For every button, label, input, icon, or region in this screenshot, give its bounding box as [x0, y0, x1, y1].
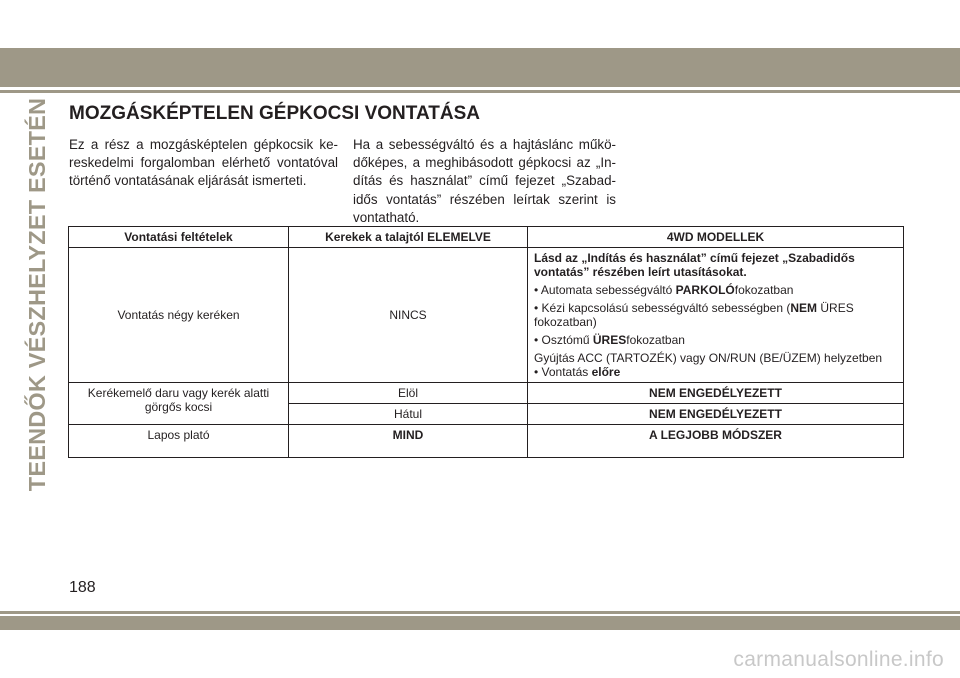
row1-wheels: NINCS	[289, 248, 528, 383]
row1-bullet-transfer-case: • Osztómű ÜRESfokozatban	[534, 333, 685, 347]
top-decor-band	[0, 48, 960, 87]
towing-table	[68, 226, 904, 458]
top-decor-line	[0, 90, 960, 93]
page-title: MOZGÁSKÉPTELEN GÉPKOCSI VONTATÁSA	[69, 103, 480, 124]
row3-wheels: MIND	[289, 425, 528, 458]
row1-bullet-manual: • Kézi kapcsolású sebességváltó sebességben (NEM ÜRES fokozatban)	[534, 301, 854, 329]
row1-ignition: Gyújtás ACC (TARTOZÉK) vagy ON/RUN (BE/ÜZEM) helyzetben	[534, 351, 883, 365]
bottom-decor-band	[0, 616, 960, 630]
row1-instructions	[528, 248, 904, 383]
row1-bullet-direction: • Vontatás előre	[534, 365, 621, 379]
row2-front-value: NEM ENGEDÉLYEZETT	[528, 383, 904, 404]
row1-note-heading: Lásd az „Indítás és használat” című fejezet „Szabadidős vontatás” részében leírt utasításokat.	[534, 251, 855, 279]
header-4wd-models: 4WD MODELLEK	[528, 227, 904, 248]
header-conditions: Vontatási feltételek	[69, 227, 289, 248]
section-side-tab	[23, 97, 53, 492]
intro-paragraph-right: Ha a sebességváltó és a hajtáslánc műkö-dőképes, a meghibásodott gépkocsi az „In-dítás és használat” című fejezet „Szabad-idős vontatás” részében leírtak szerint is vontatható.	[353, 137, 616, 225]
page-number: 188	[69, 579, 96, 596]
table-row	[69, 425, 904, 458]
row3-value: A LEGJOBB MÓDSZER	[528, 425, 904, 458]
bottom-decor-line	[0, 611, 960, 614]
watermark: carmanualsonline.info	[733, 648, 944, 671]
table-row	[69, 248, 904, 383]
section-side-tab-label: TEENDŐK VÉSZHELYZET ESETÉN	[24, 97, 51, 492]
row3-condition: Lapos plató	[69, 425, 289, 458]
row1-bullet-automatic: • Automata sebességváltó PARKOLÓfokozatban	[534, 283, 794, 297]
row1-condition: Vontatás négy keréken	[69, 248, 289, 383]
row2-rear-value: NEM ENGEDÉLYEZETT	[528, 404, 904, 425]
row2-rear: Hátul	[289, 404, 528, 425]
table-row	[69, 383, 904, 404]
row2-front: Elöl	[289, 383, 528, 404]
header-wheels-lifted: Kerekek a talajtól ELEMELVE	[289, 227, 528, 248]
row2-condition: Kerékemelő daru vagy kerék alatti görgős kocsi	[69, 383, 289, 425]
intro-paragraph-left: Ez a rész a mozgásképtelen gépkocsik ke-reskedelmi forgalomban elérhető vontatóval történő vontatásának eljárását ismerteti.	[69, 137, 338, 189]
table-header-row	[69, 227, 904, 248]
